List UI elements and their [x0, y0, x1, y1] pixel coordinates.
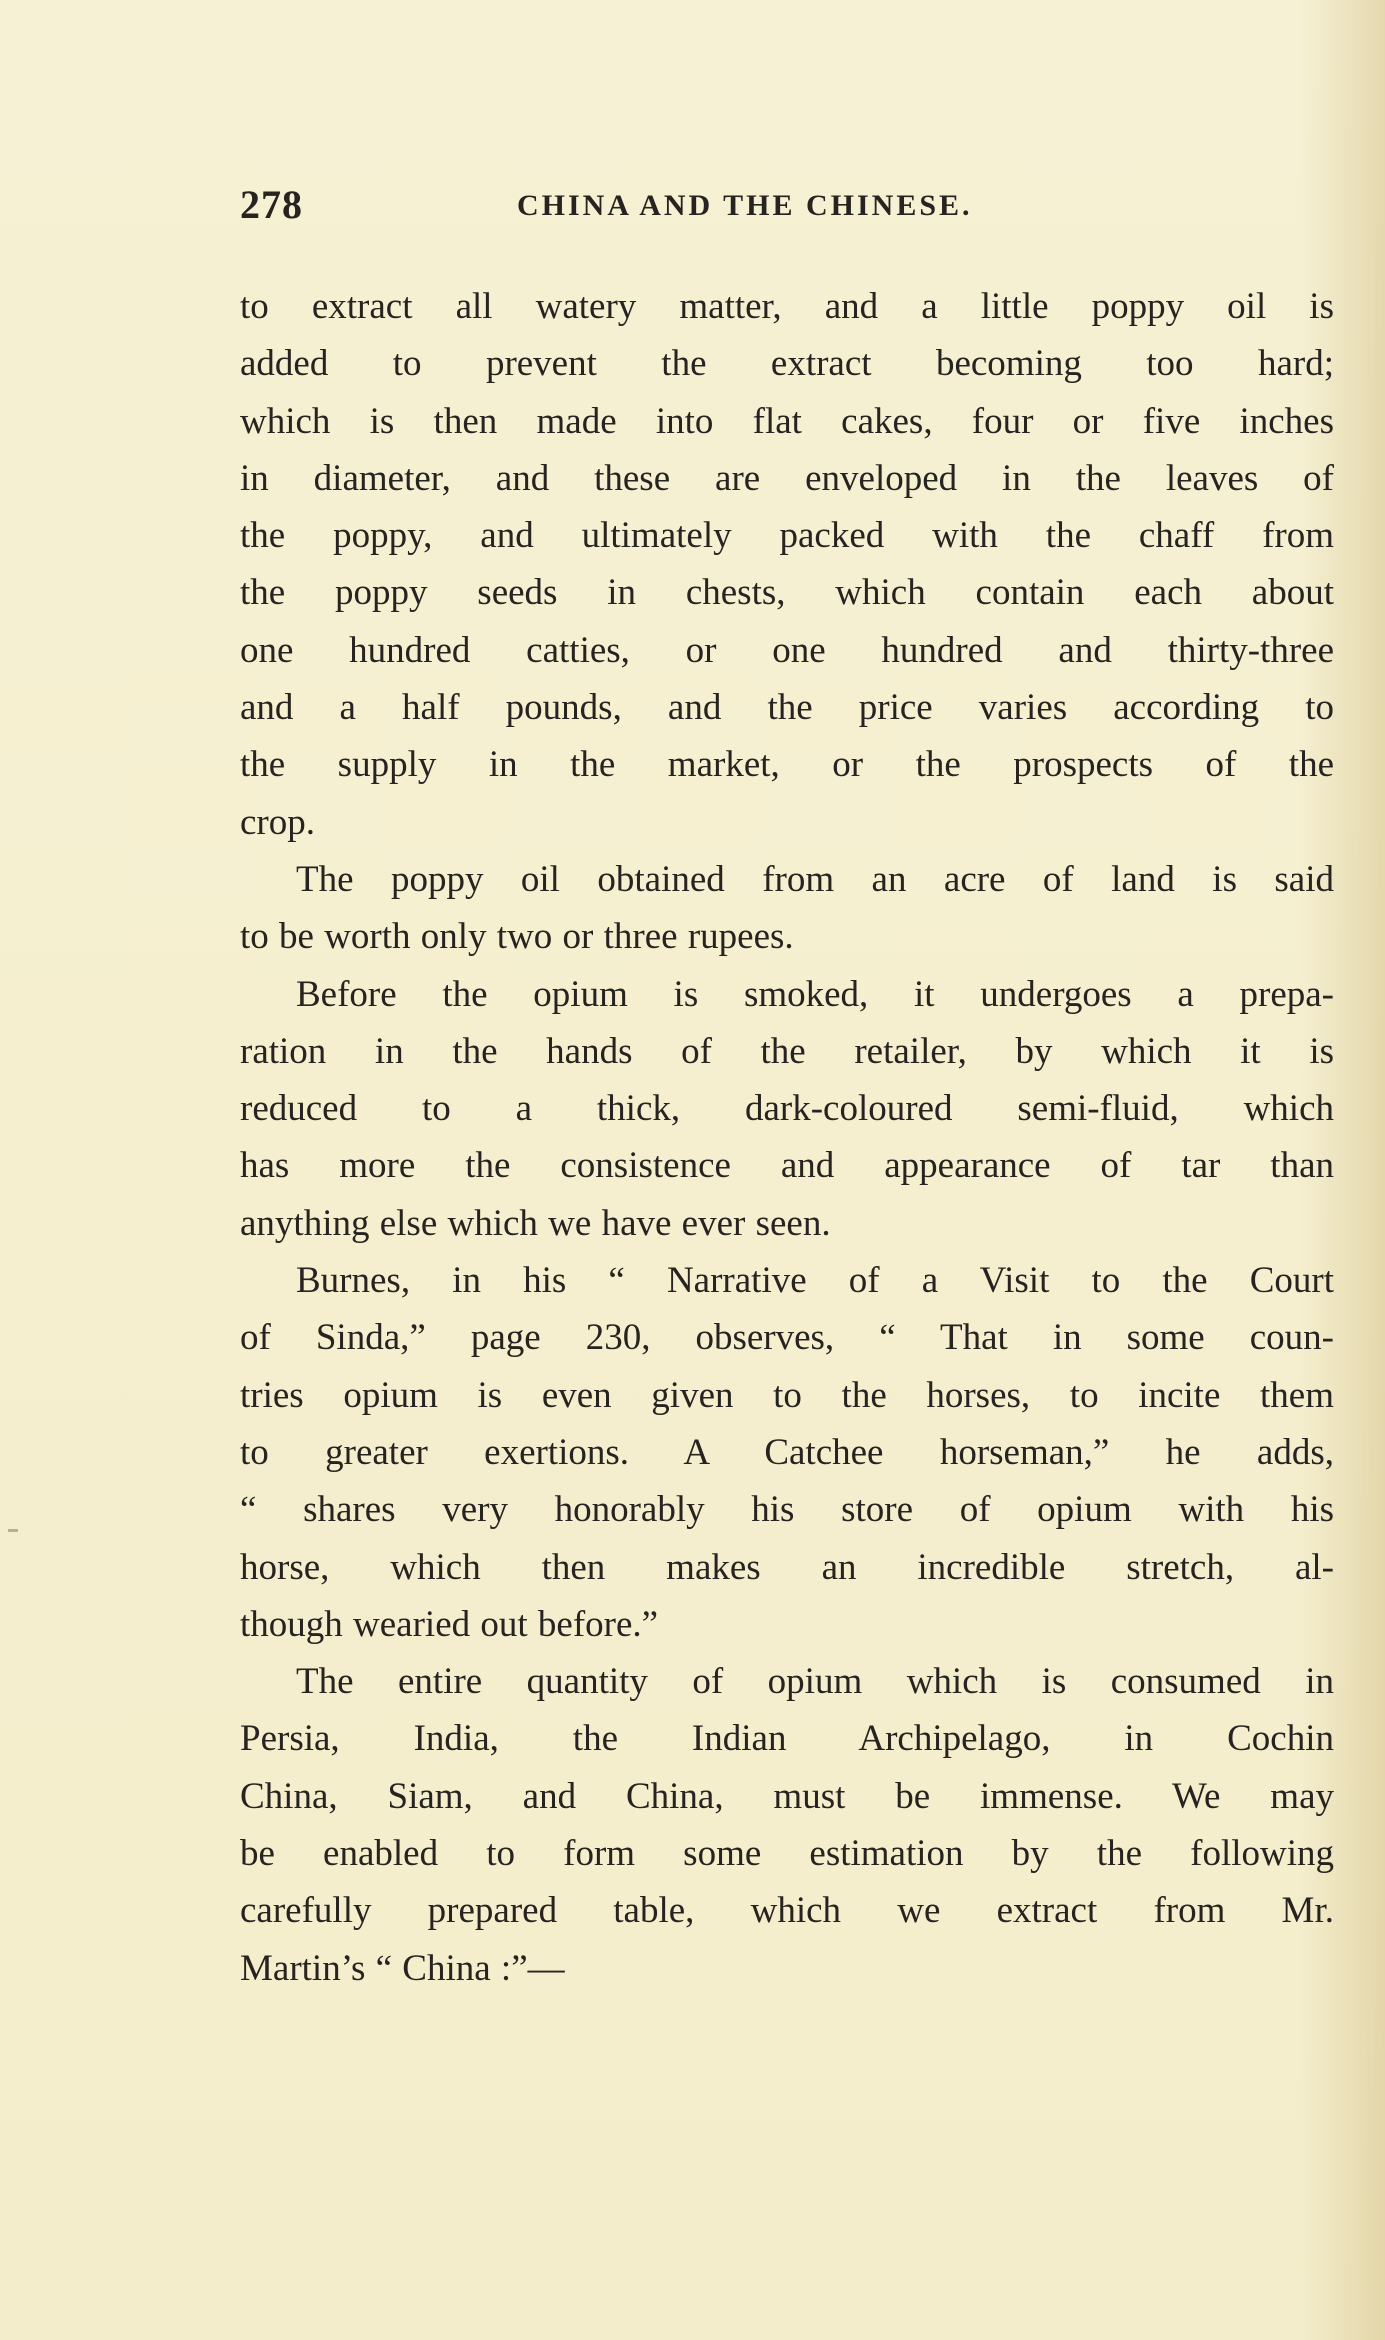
page-number: 278	[240, 182, 303, 227]
text-line: China, Siam, and China, must be immense. We may	[240, 1775, 1334, 1817]
text-line: be enabled to form some estimation by the following	[240, 1833, 1334, 1875]
text-line: one hundred catties, or one hundred and thirty-three	[240, 629, 1334, 671]
text-line: to greater exertions. A Catchee horseman,” he adds,	[240, 1431, 1334, 1473]
text-line: to be worth only two or three rupees.	[240, 916, 794, 958]
page-header	[240, 180, 1338, 230]
text-line: carefully prepared table, which we extract from Mr.	[240, 1890, 1334, 1932]
paragraph-start: The poppy oil obtained from an acre of land is said	[296, 858, 1334, 900]
text-line: Martin’s “ China :”—	[240, 1947, 565, 1989]
paragraph-start: The entire quantity of opium which is consumed in	[296, 1661, 1334, 1703]
text-line: tries opium is even given to the horses, to incite them	[240, 1374, 1334, 1416]
text-line: to extract all watery matter, and a little poppy oil is	[240, 286, 1334, 327]
text-line: anything else which we have ever seen.	[240, 1202, 831, 1244]
text-line: crop.	[240, 801, 315, 843]
margin-mark	[8, 1529, 18, 1532]
text-line: the poppy seeds in chests, which contain each about	[240, 572, 1334, 614]
paragraph-start: Burnes, in his “ Narrative of a Visit to the Court	[296, 1260, 1334, 1302]
body-text	[240, 278, 1334, 1997]
text-line: added to prevent the extract becoming too hard;	[240, 343, 1334, 385]
text-line: the supply in the market, or the prospects of the	[240, 744, 1334, 786]
text-line: and a half pounds, and the price varies according to	[240, 687, 1334, 729]
text-line: which is then made into flat cakes, four or five inches	[240, 400, 1334, 442]
running-title: CHINA AND THE CHINESE.	[517, 189, 973, 222]
text-line: though wearied out before.”	[240, 1603, 659, 1645]
text-line: reduced to a thick, dark-coloured semi-fluid, which	[240, 1088, 1334, 1130]
text-line: the poppy, and ultimately packed with the chaff from	[240, 515, 1334, 557]
text-line: ration in the hands of the retailer, by which it is	[240, 1030, 1334, 1072]
text-line: in diameter, and these are enveloped in the leaves of	[240, 457, 1334, 499]
text-line: has more the consistence and appearance of tar than	[240, 1145, 1334, 1187]
text-line: of Sinda,” page 230, observes, “ That in some coun-	[240, 1317, 1334, 1359]
text-line: Persia, India, the Indian Archipelago, in Cochin	[240, 1718, 1334, 1760]
paragraph-start: Before the opium is smoked, it undergoes a prepa-	[296, 973, 1334, 1015]
text-line: horse, which then makes an incredible stretch, al-	[240, 1546, 1334, 1588]
text-line: “ shares very honorably his store of opium with his	[240, 1489, 1334, 1531]
